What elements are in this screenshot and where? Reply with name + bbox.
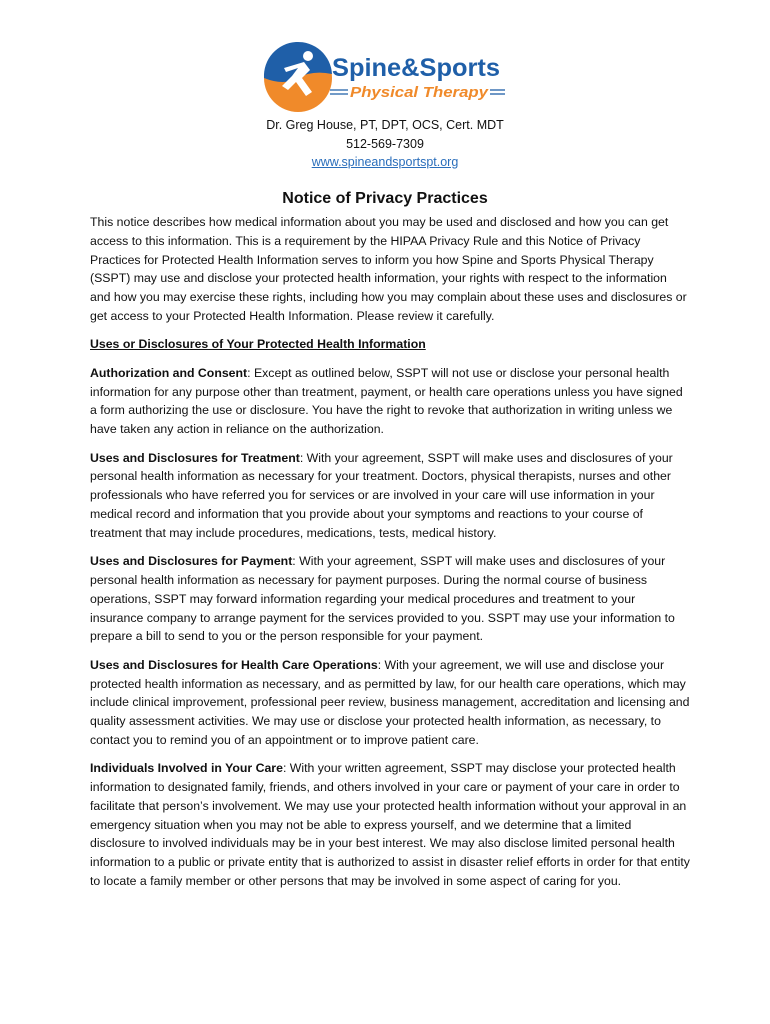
- spine-sports-logo: [262, 40, 512, 116]
- section-heading: Uses or Disclosures of Your Protected Health Information: [90, 337, 426, 352]
- notice-body: [90, 213, 690, 900]
- page-title: Notice of Privacy Practices: [282, 190, 488, 207]
- section-lead: Individuals Involved in Your Care: [90, 761, 283, 776]
- section-text: : With your agreement, SSPT will make uses and disclosures of your personal health information as necessary for payment purposes. During the normal course of business operations, SSPT may forward information regarding your medical procedures and treatment to your insurance company to arrange payment for the services provided to you. SSPT may use your information to prepare a bill to send to you or the person responsible for your payment.: [90, 554, 675, 644]
- section-operations: [90, 656, 690, 750]
- section-lead: Uses and Disclosures for Health Care Operations: [90, 657, 378, 672]
- section-treatment: [90, 449, 690, 543]
- intro-paragraph: This notice describes how medical information about you may be used and disclosed and how you can get access to this information. This is a requirement by the HIPAA Privacy Rule and this Notice of Privacy Practices for Protected Health Information serves to inform you how Spine and Sports Physical Therapy (SSPT) may use and disclose your protected health information, your rights with respect to the information and how you may exercise these rights, including how you may complain about these uses and disclosures or get access to your Protected Health Information. Please review it carefully.: [90, 215, 687, 323]
- section-text: : With your agreement, SSPT will make uses and disclosures of your personal health information as necessary for your treatment. Doctors, physical therapists, nurses and other professionals who have referred you for services or are involved in your care will use information in your medical record and information that you provide about your symptoms and reactions to your course of treatment that may include procedures, medications, tests, medical history.: [90, 450, 673, 540]
- section-lead: Authorization and Consent: [90, 365, 248, 380]
- contact-block: [0, 116, 770, 172]
- provider-name: Dr. Greg House, PT, DPT, OCS, Cert. MDT: [266, 118, 504, 132]
- section-authorization: [90, 364, 690, 439]
- section-lead: Uses and Disclosures for Treatment: [90, 450, 300, 465]
- logo-line1: Spine&Sports: [332, 54, 500, 82]
- section-text: : With your written agreement, SSPT may disclose your protected health information to designated family, friends, and others involved in your care or payment of your care in order to facilitate that person’s involvement. We may use your protected health information without your approval in an emergency situation when you may not be able to express yourself, and we determine that a limited disclosure to involved individuals may be in your best interest. We may also disclose limited personal health information to a public or private entity that is authorized to assist in disaster relief efforts in order for that entity to locate a family member or other persons that may be involved in some aspect of caring for you.: [90, 761, 690, 889]
- section-payment: [90, 552, 690, 646]
- logo-line2: Physical Therapy: [350, 84, 489, 101]
- section-lead: Uses and Disclosures for Payment: [90, 554, 293, 569]
- phone-number: 512-569-7309: [346, 136, 424, 151]
- section-individuals: [90, 759, 690, 891]
- section-text: : Except as outlined below, SSPT will not use or disclose your personal health information for any purpose other than treatment, payment, or health care operations unless you have signed a form authorizing the use or disclosure. You have the right to revoke that authorization in writing unless we have taken any action in reliance on the authorization.: [90, 365, 683, 437]
- section-text: : With your agreement, we will use and disclose your protected health information as necessary, and as permitted by law, for our health care operations, which may include clinical improvement, professional peer review, business management, accreditation and licensing and quality assessment activities. We may use or disclose your protected health information, as necessary, to contact you to remind you of an appointment or to improve patient care.: [90, 657, 690, 747]
- website-link[interactable]: www.spineandsportspt.org: [311, 155, 459, 169]
